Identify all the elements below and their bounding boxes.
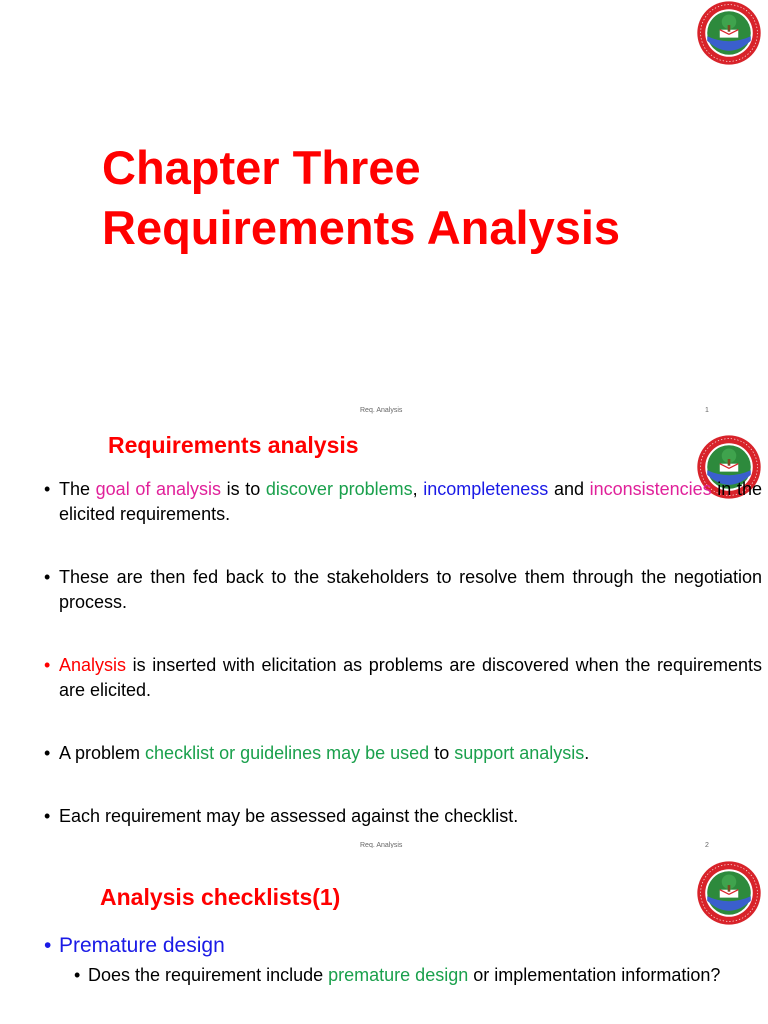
- bullet-item: [44, 477, 762, 527]
- footer-label: Req. Analysis: [360, 407, 403, 414]
- slide-2: [0, 422, 768, 848]
- slide-title: [102, 138, 620, 258]
- text-run: ,: [412, 479, 424, 499]
- highlight-checklist: checklist or guidelines may be used: [145, 743, 430, 763]
- bullet-item: [44, 741, 762, 766]
- highlight-support-analysis: support analysis: [454, 743, 585, 763]
- page-number: 1: [705, 407, 709, 414]
- text-run: is to: [221, 479, 266, 499]
- highlight-discover-problems: discover problems: [265, 479, 413, 499]
- text-run: or implementation information?: [468, 965, 721, 985]
- highlight-analysis: Analysis: [59, 655, 127, 675]
- text-run: The: [59, 479, 96, 499]
- bullet-item: • These are then fed back to the stakeholders to resolve them through the negotiation process.: [44, 565, 762, 615]
- footer-label: Req. Analysis: [360, 842, 403, 848]
- university-logo-icon: [696, 0, 762, 66]
- text-run: Does the requirement include: [88, 965, 329, 985]
- slide-1: [0, 0, 768, 422]
- highlight-incompleteness: incompleteness: [423, 479, 549, 499]
- text-run: to: [429, 743, 455, 763]
- title-line-2: Requirements Analysis: [102, 201, 621, 254]
- text-run: is inserted with elicitation as problems are discovered when the requirements are elicited.: [59, 655, 762, 700]
- bullet-item: • Each requirement may be assessed against the checklist.: [44, 804, 762, 829]
- slide-3: [0, 848, 768, 1024]
- title-line-1: Chapter Three: [102, 141, 421, 194]
- bullet-item: [44, 653, 762, 703]
- university-logo-icon: [696, 860, 762, 926]
- text-run: A problem: [59, 743, 146, 763]
- highlight-premature-design: premature design: [328, 965, 469, 985]
- slide-heading: Requirements analysis: [108, 432, 359, 458]
- highlight-inconsistencies: inconsistencies: [589, 479, 712, 499]
- text-run: in the elicited requirements.: [59, 479, 762, 524]
- bullet-premature-design: • Premature design: [44, 934, 225, 958]
- sub-bullet-item: [74, 964, 766, 986]
- text-run: .: [584, 743, 590, 763]
- page-number: 2: [705, 842, 709, 848]
- highlight-goal-of-analysis: goal of analysis: [95, 479, 221, 499]
- bullet-list: [44, 477, 762, 829]
- text-run: and: [548, 479, 590, 499]
- slide-heading: Analysis checklists(1): [100, 884, 341, 910]
